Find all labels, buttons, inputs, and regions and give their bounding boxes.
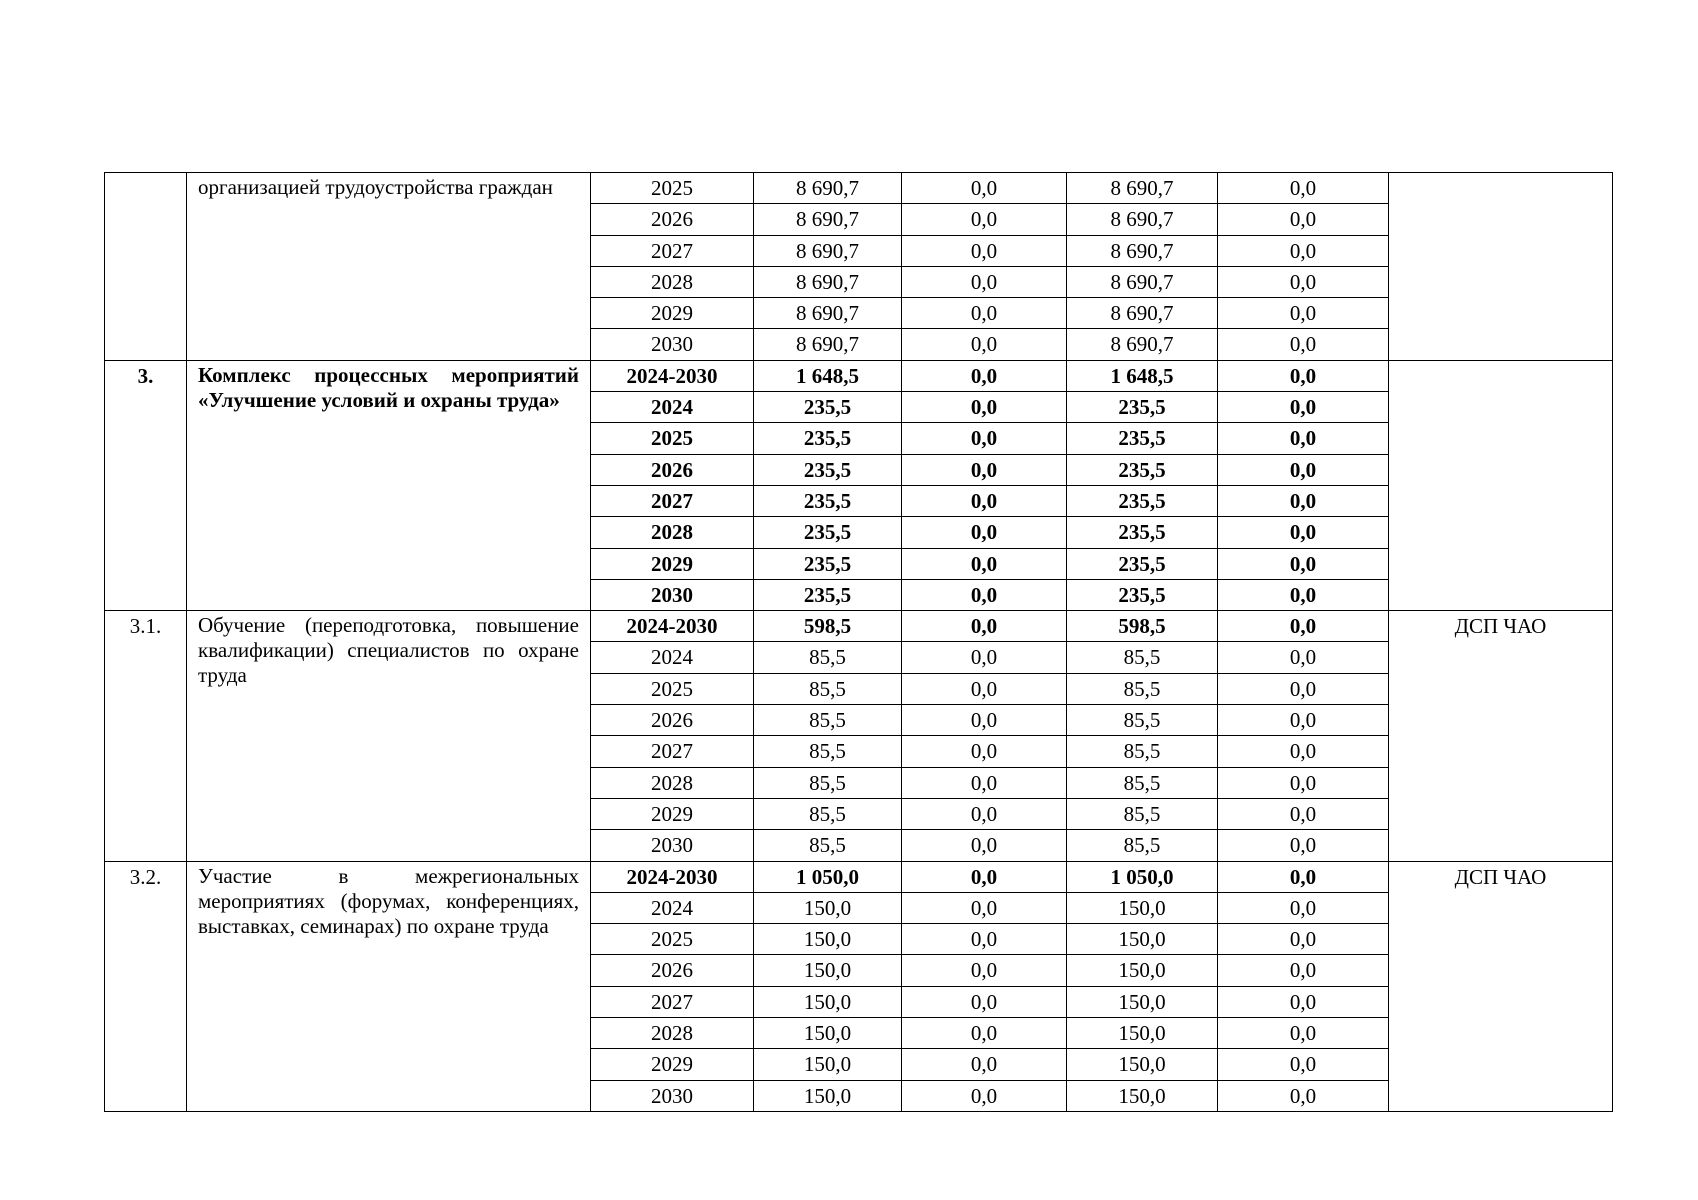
total-cell: 8 690,7 — [754, 266, 902, 297]
executor-cell — [1389, 173, 1613, 361]
period-cell: 2028 — [591, 1018, 754, 1049]
total-cell: 8 690,7 — [754, 173, 902, 204]
funding-cell: 598,5 — [1067, 611, 1218, 642]
funding-cell: 0,0 — [1218, 392, 1389, 423]
period-cell: 2030 — [591, 329, 754, 360]
funding-cell: 0,0 — [902, 360, 1067, 391]
table-row — [105, 861, 1613, 892]
period-cell: 2025 — [591, 673, 754, 704]
funding-cell: 150,0 — [1067, 892, 1218, 923]
period-cell: 2024 — [591, 392, 754, 423]
funding-cell: 0,0 — [902, 204, 1067, 235]
funding-cell: 235,5 — [1067, 392, 1218, 423]
funding-cell: 0,0 — [1218, 955, 1389, 986]
item-title: Обучение (переподготовка, повышение квалификации) специалистов по охране труда — [187, 611, 591, 861]
period-cell: 2024 — [591, 892, 754, 923]
funding-cell: 85,5 — [1067, 798, 1218, 829]
item-number: 3.2. — [105, 861, 187, 1111]
total-cell: 235,5 — [754, 454, 902, 485]
funding-cell: 235,5 — [1067, 454, 1218, 485]
funding-cell: 0,0 — [1218, 173, 1389, 204]
total-cell: 85,5 — [754, 736, 902, 767]
period-cell: 2026 — [591, 705, 754, 736]
total-cell: 235,5 — [754, 579, 902, 610]
funding-cell: 235,5 — [1067, 579, 1218, 610]
funding-cell: 0,0 — [1218, 861, 1389, 892]
total-cell: 235,5 — [754, 392, 902, 423]
funding-cell: 0,0 — [1218, 298, 1389, 329]
period-cell: 2029 — [591, 298, 754, 329]
total-cell: 150,0 — [754, 1018, 902, 1049]
budget-table — [104, 172, 1613, 1112]
funding-cell: 0,0 — [1218, 673, 1389, 704]
funding-cell: 0,0 — [902, 485, 1067, 516]
funding-cell: 0,0 — [902, 517, 1067, 548]
total-cell: 1 648,5 — [754, 360, 902, 391]
table-row — [105, 611, 1613, 642]
funding-cell: 0,0 — [1218, 329, 1389, 360]
funding-cell: 8 690,7 — [1067, 204, 1218, 235]
funding-cell: 0,0 — [1218, 204, 1389, 235]
funding-cell: 235,5 — [1067, 485, 1218, 516]
funding-cell: 85,5 — [1067, 767, 1218, 798]
funding-cell: 0,0 — [902, 454, 1067, 485]
period-cell: 2026 — [591, 204, 754, 235]
funding-cell: 8 690,7 — [1067, 329, 1218, 360]
funding-cell: 0,0 — [1218, 1080, 1389, 1111]
period-cell: 2030 — [591, 1080, 754, 1111]
funding-cell: 8 690,7 — [1067, 298, 1218, 329]
funding-cell: 0,0 — [1218, 705, 1389, 736]
funding-cell: 0,0 — [1218, 235, 1389, 266]
period-cell: 2027 — [591, 485, 754, 516]
funding-cell: 0,0 — [902, 1018, 1067, 1049]
funding-cell: 0,0 — [902, 1080, 1067, 1111]
funding-cell: 150,0 — [1067, 955, 1218, 986]
funding-cell: 0,0 — [1218, 892, 1389, 923]
funding-cell: 1 648,5 — [1067, 360, 1218, 391]
funding-cell: 1 050,0 — [1067, 861, 1218, 892]
funding-cell: 150,0 — [1067, 1018, 1218, 1049]
total-cell: 85,5 — [754, 705, 902, 736]
funding-cell: 150,0 — [1067, 1049, 1218, 1080]
period-cell: 2025 — [591, 423, 754, 454]
funding-cell: 0,0 — [902, 767, 1067, 798]
period-cell: 2027 — [591, 986, 754, 1017]
funding-cell: 0,0 — [902, 673, 1067, 704]
period-cell: 2025 — [591, 924, 754, 955]
item-title: Участие в межрегиональных мероприятиях (форумах, конференциях, выставках, семинарах) по охране труда — [187, 861, 591, 1111]
period-cell: 2024 — [591, 642, 754, 673]
funding-cell: 0,0 — [1218, 517, 1389, 548]
table-body — [105, 173, 1613, 1112]
funding-cell: 150,0 — [1067, 924, 1218, 955]
funding-cell: 0,0 — [902, 235, 1067, 266]
funding-cell: 85,5 — [1067, 673, 1218, 704]
item-title: организацией трудоустройства граждан — [187, 173, 591, 361]
total-cell: 150,0 — [754, 955, 902, 986]
total-cell: 150,0 — [754, 924, 902, 955]
funding-cell: 0,0 — [902, 924, 1067, 955]
period-cell: 2029 — [591, 798, 754, 829]
executor-cell: ДСП ЧАО — [1389, 611, 1613, 861]
funding-cell: 235,5 — [1067, 517, 1218, 548]
item-number — [105, 173, 187, 361]
funding-cell: 0,0 — [902, 798, 1067, 829]
period-cell: 2026 — [591, 454, 754, 485]
period-cell: 2024-2030 — [591, 861, 754, 892]
funding-cell: 235,5 — [1067, 548, 1218, 579]
period-cell: 2025 — [591, 173, 754, 204]
funding-cell: 8 690,7 — [1067, 235, 1218, 266]
funding-cell: 0,0 — [902, 329, 1067, 360]
funding-cell: 0,0 — [902, 423, 1067, 454]
total-cell: 150,0 — [754, 1049, 902, 1080]
funding-cell: 0,0 — [1218, 485, 1389, 516]
funding-cell: 0,0 — [1218, 798, 1389, 829]
total-cell: 150,0 — [754, 986, 902, 1017]
table-row — [105, 360, 1613, 391]
total-cell: 1 050,0 — [754, 861, 902, 892]
total-cell: 235,5 — [754, 548, 902, 579]
total-cell: 235,5 — [754, 485, 902, 516]
total-cell: 8 690,7 — [754, 298, 902, 329]
funding-cell: 0,0 — [902, 548, 1067, 579]
executor-cell: ДСП ЧАО — [1389, 861, 1613, 1111]
funding-cell: 0,0 — [1218, 454, 1389, 485]
total-cell: 8 690,7 — [754, 204, 902, 235]
table-row — [105, 173, 1613, 204]
funding-cell: 0,0 — [902, 642, 1067, 673]
funding-cell: 150,0 — [1067, 1080, 1218, 1111]
total-cell: 8 690,7 — [754, 329, 902, 360]
period-cell: 2030 — [591, 830, 754, 861]
funding-cell: 0,0 — [1218, 736, 1389, 767]
item-title: Комплекс процессных мероприятий «Улучшение условий и охраны труда» — [187, 360, 591, 610]
funding-cell: 0,0 — [1218, 986, 1389, 1017]
funding-cell: 0,0 — [902, 736, 1067, 767]
funding-cell: 0,0 — [1218, 642, 1389, 673]
total-cell: 85,5 — [754, 830, 902, 861]
period-cell: 2028 — [591, 266, 754, 297]
period-cell: 2027 — [591, 235, 754, 266]
item-number: 3.1. — [105, 611, 187, 861]
funding-cell: 150,0 — [1067, 986, 1218, 1017]
total-cell: 85,5 — [754, 798, 902, 829]
funding-cell: 0,0 — [902, 955, 1067, 986]
funding-cell: 0,0 — [1218, 579, 1389, 610]
funding-cell: 0,0 — [902, 830, 1067, 861]
funding-cell: 0,0 — [902, 392, 1067, 423]
funding-cell: 0,0 — [1218, 360, 1389, 391]
funding-cell: 0,0 — [902, 986, 1067, 1017]
period-cell: 2030 — [591, 579, 754, 610]
period-cell: 2028 — [591, 517, 754, 548]
funding-cell: 8 690,7 — [1067, 173, 1218, 204]
total-cell: 85,5 — [754, 673, 902, 704]
total-cell: 150,0 — [754, 1080, 902, 1111]
funding-cell: 0,0 — [902, 705, 1067, 736]
funding-cell: 85,5 — [1067, 830, 1218, 861]
funding-cell: 0,0 — [902, 579, 1067, 610]
funding-cell: 0,0 — [902, 173, 1067, 204]
funding-cell: 0,0 — [1218, 266, 1389, 297]
period-cell: 2027 — [591, 736, 754, 767]
total-cell: 150,0 — [754, 892, 902, 923]
funding-cell: 0,0 — [902, 1049, 1067, 1080]
executor-cell — [1389, 360, 1613, 610]
funding-cell: 85,5 — [1067, 736, 1218, 767]
funding-cell: 85,5 — [1067, 642, 1218, 673]
funding-cell: 8 690,7 — [1067, 266, 1218, 297]
funding-cell: 0,0 — [902, 861, 1067, 892]
funding-cell: 235,5 — [1067, 423, 1218, 454]
total-cell: 85,5 — [754, 767, 902, 798]
funding-cell: 0,0 — [1218, 548, 1389, 579]
funding-cell: 85,5 — [1067, 705, 1218, 736]
funding-cell: 0,0 — [902, 266, 1067, 297]
funding-cell: 0,0 — [1218, 767, 1389, 798]
total-cell: 235,5 — [754, 423, 902, 454]
funding-cell: 0,0 — [1218, 611, 1389, 642]
total-cell: 235,5 — [754, 517, 902, 548]
funding-cell: 0,0 — [1218, 423, 1389, 454]
total-cell: 85,5 — [754, 642, 902, 673]
funding-cell: 0,0 — [1218, 1049, 1389, 1080]
total-cell: 8 690,7 — [754, 235, 902, 266]
funding-cell: 0,0 — [902, 892, 1067, 923]
funding-cell: 0,0 — [1218, 924, 1389, 955]
period-cell: 2026 — [591, 955, 754, 986]
total-cell: 598,5 — [754, 611, 902, 642]
period-cell: 2024-2030 — [591, 360, 754, 391]
funding-cell: 0,0 — [1218, 1018, 1389, 1049]
funding-cell: 0,0 — [1218, 830, 1389, 861]
period-cell: 2029 — [591, 1049, 754, 1080]
period-cell: 2024-2030 — [591, 611, 754, 642]
period-cell: 2028 — [591, 767, 754, 798]
funding-cell: 0,0 — [902, 298, 1067, 329]
item-number: 3. — [105, 360, 187, 610]
period-cell: 2029 — [591, 548, 754, 579]
funding-cell: 0,0 — [902, 611, 1067, 642]
